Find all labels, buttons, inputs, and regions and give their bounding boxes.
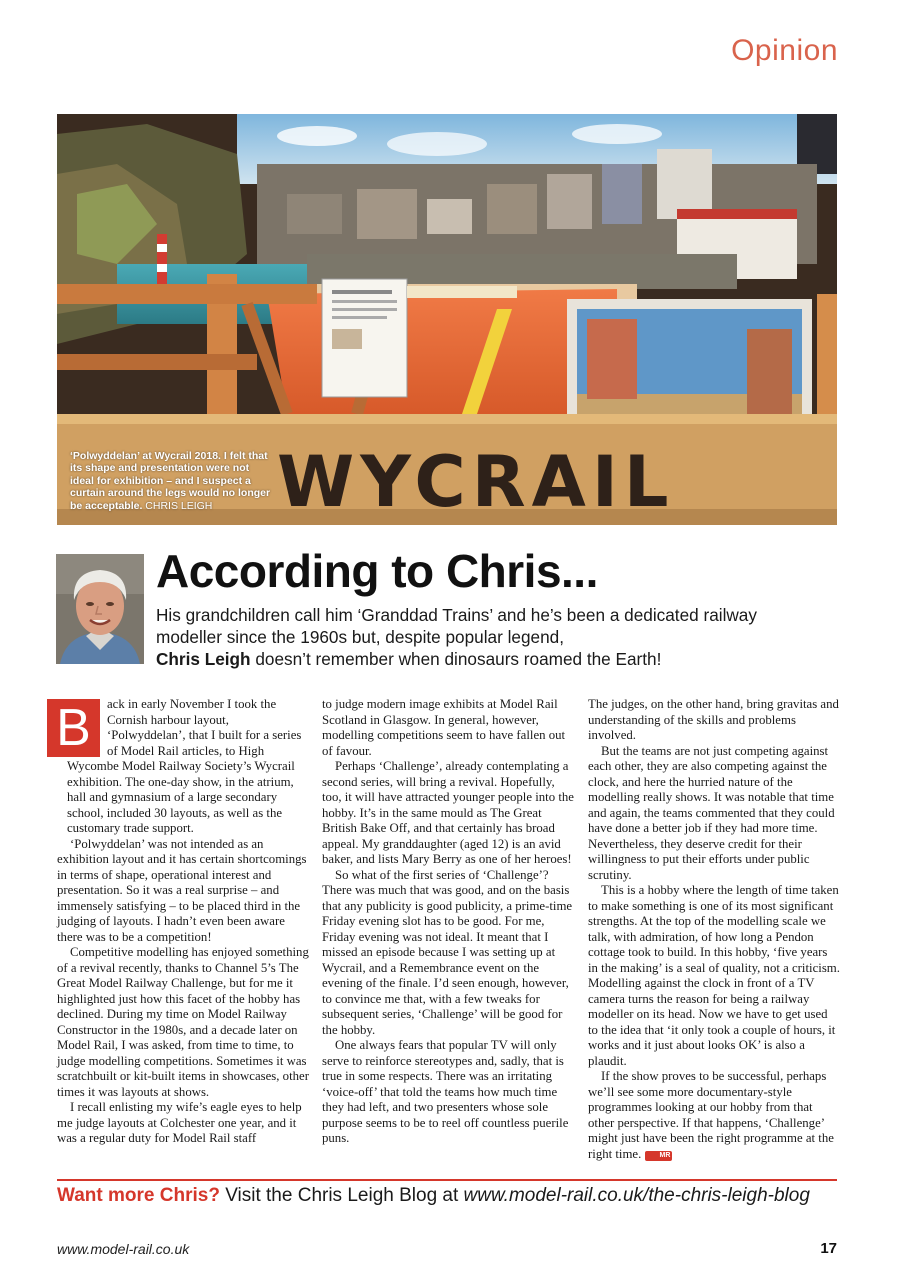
article-paragraph: to judge modern image exhibits at Model Rail Scotland in Glasgow. In general, however, modelling competitions seem to have fallen out of favour. (322, 697, 566, 758)
caption-text: ‘Polwyddelan’ at Wycrail 2018. I felt that its shape and presentation were not ideal for exhibition – and I suspect a curtain around the legs would no longer be acceptable. (70, 449, 271, 512)
promo-link[interactable]: www.model-rail.co.uk/the-chris-leigh-blog (463, 1185, 810, 1206)
author-portrait-illustration (56, 554, 144, 664)
author-portrait (56, 554, 144, 664)
article-final-text: If the show proves to be successful, perhaps we’ll see some more documentary-style programmes looking at our hobby from that other perspective. If that happens, ‘Challenge’ might just have been the right programme at the right time. (588, 1069, 834, 1161)
drop-cap: B (47, 699, 100, 757)
caption-credit: CHRIS LEIGH (145, 499, 213, 512)
article-paragraph: This is a hobby where the length of time taken to make something is one of its most significant strengths. At the top of the modelling scale we talk, with admiration, of how long a Pendon cottage took to build. In this hobby, ‘five years in the making’ is a seal of quality, not a criticism. Modelling against the clock in front of a TV camera turns the reason for being a railway modeller on its head. Now we have to get used to the idea that ‘it only took a couple of hours, it works and it just about looks OK’ is also a plaudit. (588, 883, 840, 1068)
promo-highlight: Want more Chris? (57, 1185, 220, 1206)
article-paragraph: The judges, on the other hand, bring gravitas and understanding of the skills and problems involved. (588, 697, 839, 742)
end-mark-icon: MR (645, 1151, 673, 1161)
article-paragraph: One always fears that popular TV will only serve to reinforce stereotypes and, sadly, that is true in some respects. There was an irritating ‘voice-off’ that told the teams how much time they had left, and two presenters whose sole purpose seems to be to reel off countless puerile puns. (322, 1038, 569, 1145)
article-column-3 (588, 697, 840, 1162)
page-number: 17 (820, 1240, 837, 1257)
headline: According to Chris... (156, 545, 598, 597)
article-paragraph (588, 1069, 840, 1162)
article-column-1 (57, 697, 309, 1147)
article-paragraph: ack in early November I took the Cornish harbour layout, ‘Polwyddelan’, that I built for a series of Model Rail articles, to High Wycombe Model Railway Society’s Wycrail exhibition. The one-day show, in the atrium, hall and gymnasium of a large secondary school, included 30 layouts, as well as the customary trade support. (67, 697, 302, 835)
layout-photo (57, 114, 837, 525)
article-paragraph: I recall enlisting my wife’s eagle eyes to help me judge layouts at Colchester one year, and it was a regular duty for Model Rail staff (57, 1100, 302, 1145)
article-paragraph: ‘Polwyddelan’ was not intended as an exhibition layout and it has certain shortcomings in terms of shape, operational interest and presentation. So it was a real surprise – and immensely satisfying – to be placed third in the judging of layouts. I hadn’t even been aware there was to be a competition! (57, 836, 307, 944)
article-paragraph: But the teams are not just competing against each other, they are also competing against the clock, and here the hurried nature of the modelling really shows. It was notable that time and again, the teams commented that they could have done a better job if they had more time. Nevertheless, they deserve credit for their willingness to put their efforts under public scrutiny. (588, 743, 835, 882)
author-name: Chris Leigh (156, 649, 251, 669)
blog-promo (57, 1185, 847, 1207)
article-paragraph: Competitive modelling has enjoyed something of a revival recently, thanks to Channel 5’s The Great Model Railway Challenge, but for me it highlighted just how this facet of the hobby has declined. During my time on Model Railway Constructor in the 1980s, and a decade later on Model Rail, I was asked, from time to time, to judge modelling competitions. Sometimes it was scratchbuilt or kit-built items in showcases, other times it was layouts at shows. (57, 945, 309, 1099)
article-paragraph: So what of the first series of ‘Challenge’? There was much that was good, and on the basis that any publicity is good publicity, a prime-time Friday evening slot has to be good. For me, Friday evening was not ideal. It meant that I missed an episode because I was setting up at Wycrail, and a Remembrance event on the evening of the finale. I’d seen enough, however, to convince me that, with a few tweaks for subsequent series, ‘Challenge’ will be good for the hobby. (322, 867, 573, 1037)
standfirst-tail: doesn’t remember when dinosaurs roamed the Earth! (255, 649, 662, 669)
section-label: Opinion (731, 34, 838, 67)
promo-text: Visit the Chris Leigh Blog at (225, 1185, 459, 1206)
standfirst (156, 604, 796, 670)
svg-text:WYCRAIL: WYCRAIL (277, 441, 675, 523)
article-column-2 (322, 697, 574, 1147)
promo-divider (57, 1179, 837, 1181)
standfirst-text: His grandchildren call him ‘Granddad Trains’ and he’s been a dedicated railway modeller since the 1960s but, despite popular legend, (156, 605, 757, 647)
footer-website[interactable]: www.model-rail.co.uk (57, 1241, 190, 1257)
photo-caption (70, 450, 275, 513)
article-paragraph: Perhaps ‘Challenge’, already contemplating a second series, will bring a revival. Hopefully, too, it will have attracted younger people into the hobby. It’s in the same mould as The Great British Bake Off, and that certainly has broad appeal. My granddaughter (aged 12) is an avid baker, and lists Mary Berry as one of her heroes! (322, 759, 574, 866)
